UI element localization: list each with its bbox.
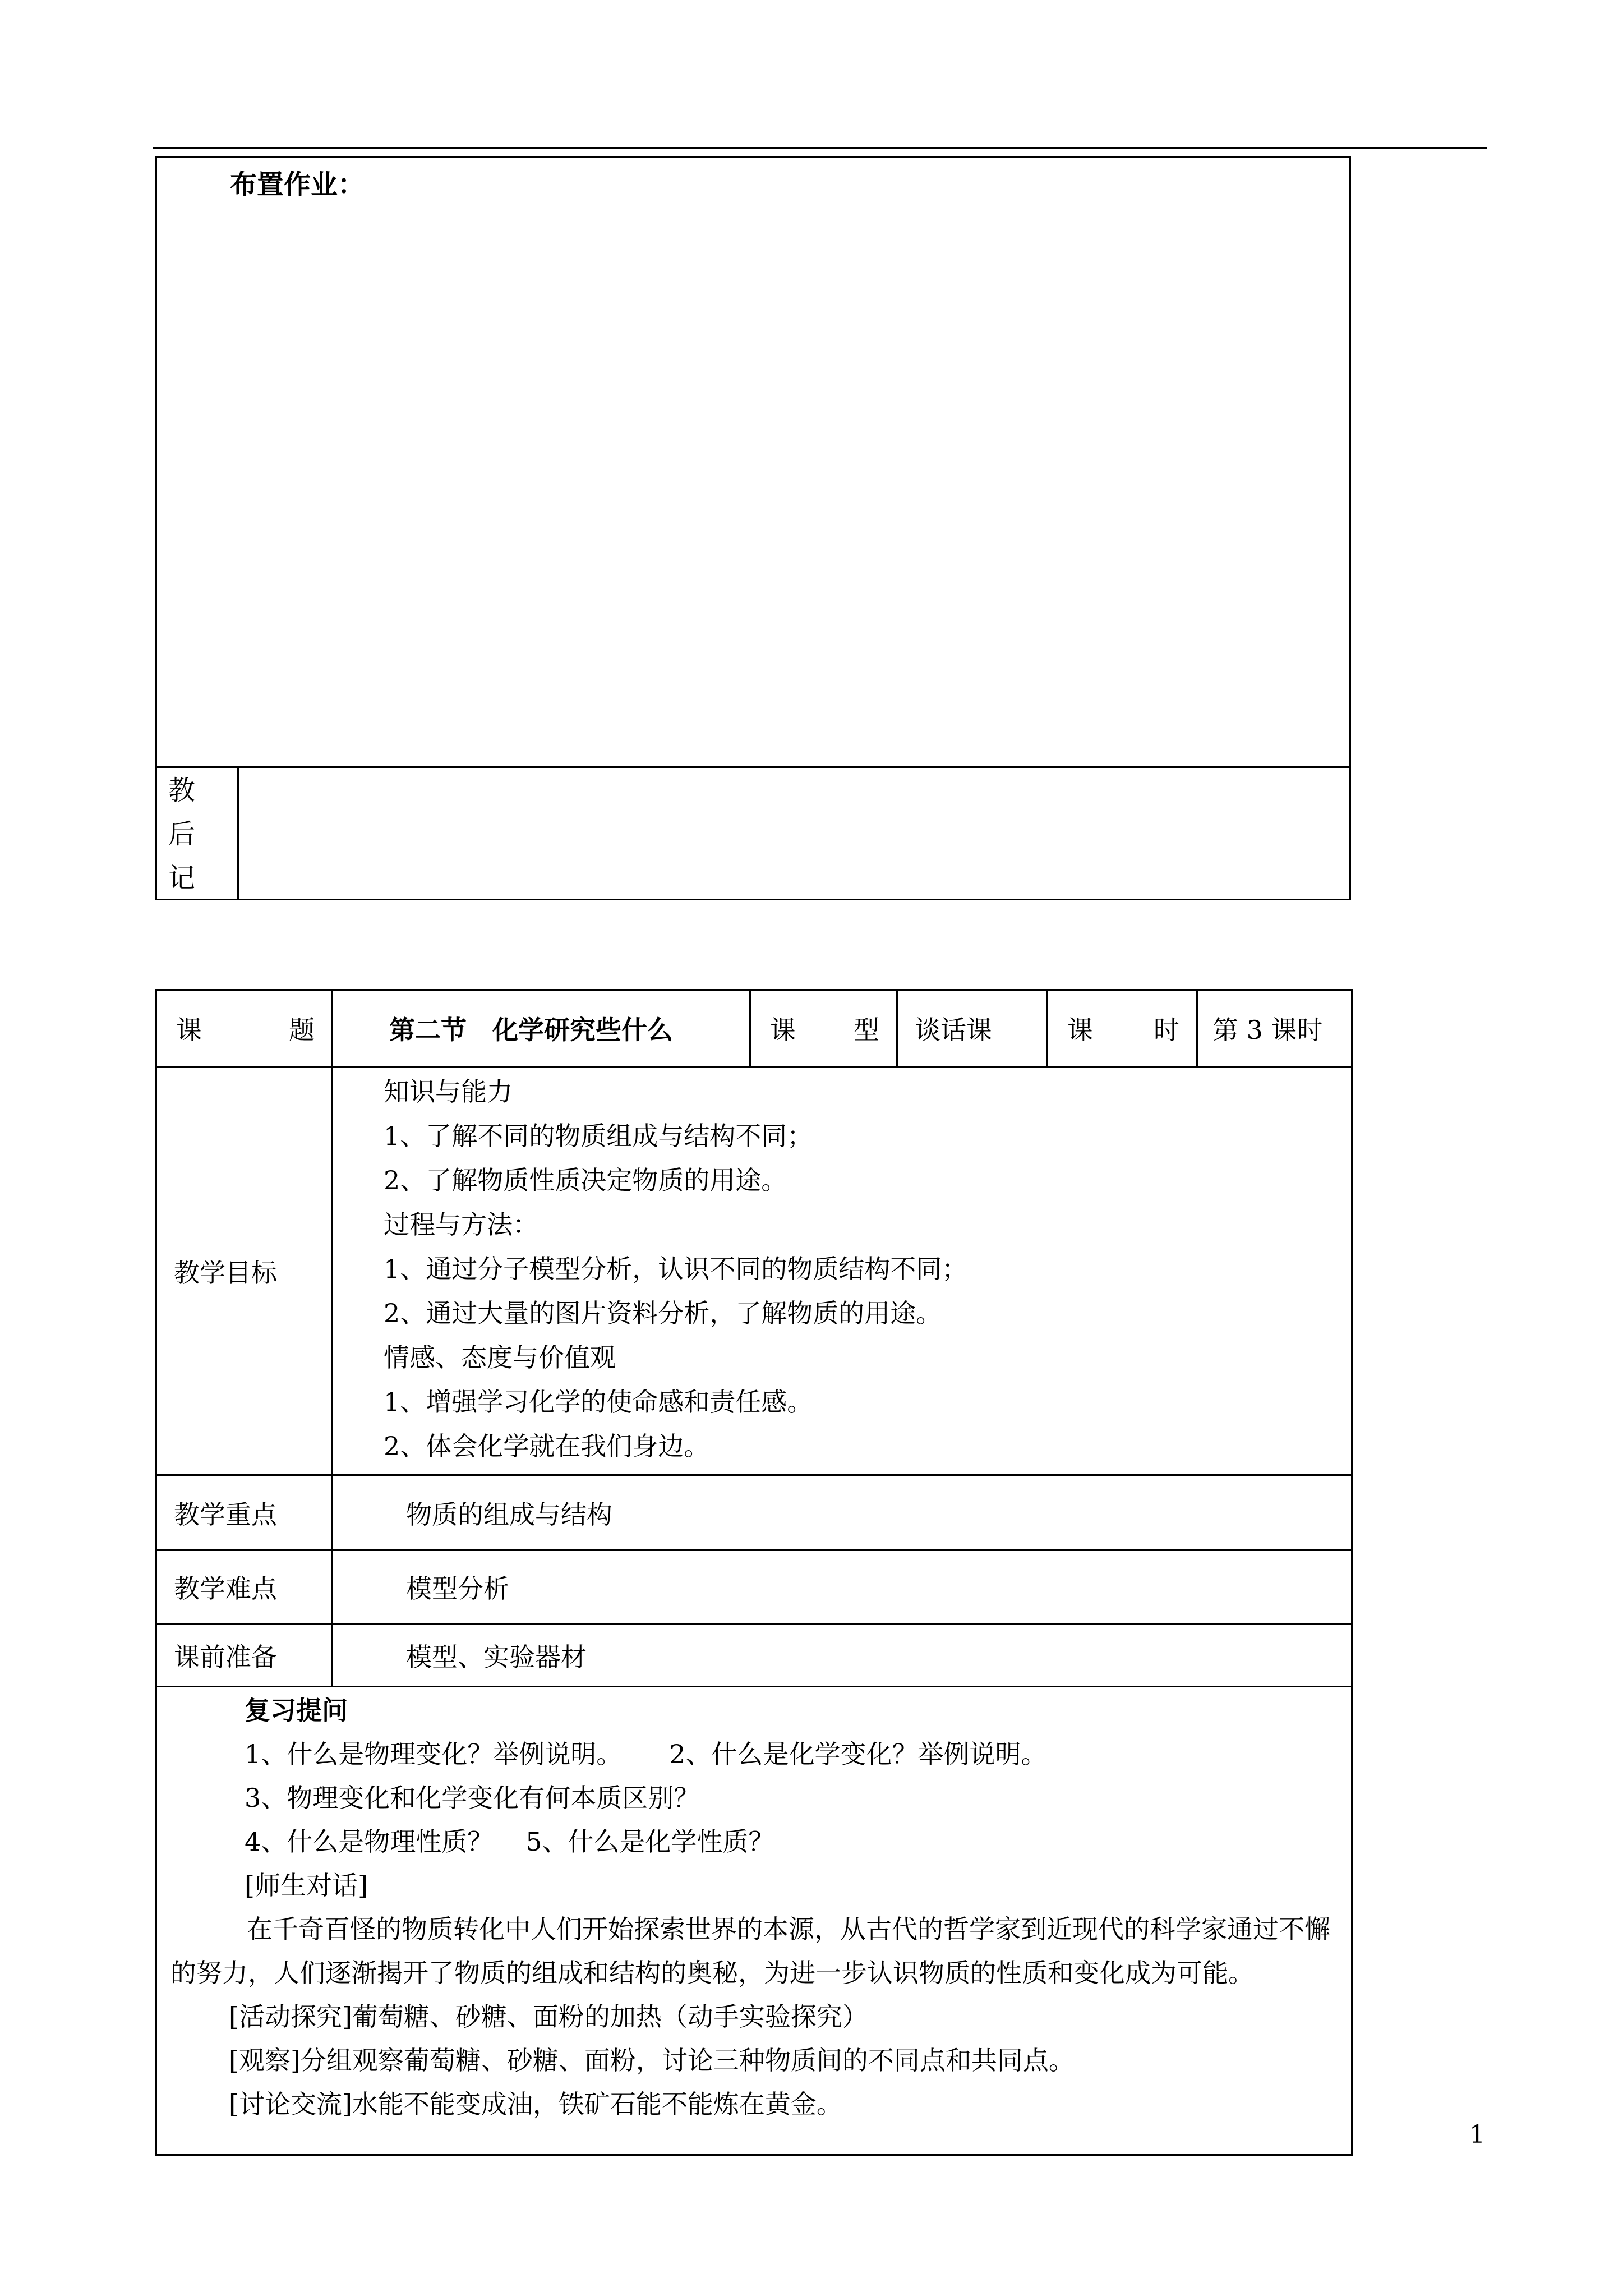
type-label: 课 型 <box>750 990 897 1067</box>
difficulty-value: 模型分析 <box>333 1550 1352 1624</box>
review-question: 1、什么是物理变化？举例说明。 <box>245 1739 623 1769</box>
review-question: 5、什么是化学性质？ <box>525 1826 774 1857</box>
after-class-divider <box>237 768 239 900</box>
header-row <box>156 990 1352 1067</box>
key-point-label: 教学重点 <box>156 1475 333 1550</box>
objective-line: 1、通过分子模型分析，认识不同的物质结构不同； <box>384 1254 968 1284</box>
objective-line: 2、了解物质性质决定物质的用途。 <box>384 1165 787 1195</box>
key-point-value: 物质的组成与结构 <box>333 1475 1352 1550</box>
period-value: 第 3 课时 <box>1197 990 1352 1067</box>
objectives-list <box>333 1067 1352 1475</box>
prep-value: 模型、实验器材 <box>333 1624 1352 1687</box>
process-row <box>156 1687 1352 2155</box>
after-class-label-char: 后 <box>168 818 196 850</box>
header-rule <box>153 147 1487 149</box>
review-question: 3、物理变化和化学变化有何本质区别？ <box>245 1783 700 1813</box>
type-value: 谈话课 <box>897 990 1048 1067</box>
after-class-label <box>168 769 208 900</box>
period-label: 课 时 <box>1048 990 1197 1067</box>
review-title: 复习提问 <box>245 1695 348 1726</box>
after-class-label-char: 教 <box>168 775 196 806</box>
review-question: 4、什么是物理性质？ <box>245 1826 494 1857</box>
teaching-process <box>156 1687 1352 2155</box>
difficulty-label: 教学难点 <box>156 1550 333 1624</box>
lesson-plan-table <box>155 989 1353 2156</box>
topic-label: 课 题 <box>156 990 333 1067</box>
objective-line: 1、了解不同的物质组成与结构不同； <box>384 1121 813 1151</box>
review-questions-line <box>170 1732 1338 1776</box>
topic-value: 第二节 化学研究些什么 <box>333 990 750 1067</box>
review-question: 2、什么是化学变化？举例说明。 <box>669 1739 1047 1769</box>
after-class-notes-box <box>155 768 1351 900</box>
after-class-label-char: 记 <box>168 862 196 894</box>
objective-line: 情感、态度与价值观 <box>384 1342 616 1373</box>
activity-line: [活动探究]葡萄糖、砂糖、面粉的加热（动手实验探究） <box>229 2001 868 2032</box>
objective-line: 知识与能力 <box>384 1076 513 1107</box>
intro-paragraph: 在千奇百怪的物质转化中人们开始探索世界的本源，从古代的哲学家到近现代的科学家通过不懈的努力，人们逐渐揭开了物质的组成和结构的奥秘，为进一步认识物质的性质和变化成为可能。 <box>170 1914 1330 1988</box>
objective-line: 2、通过大量的图片资料分析，了解物质的用途。 <box>384 1298 942 1328</box>
observe-line: [观察]分组观察葡萄糖、砂糖、面粉，讨论三种物质间的不同点和共同点。 <box>229 2045 1075 2076</box>
homework-box <box>155 156 1351 768</box>
objectives-label: 教学目标 <box>156 1067 333 1475</box>
discuss-line: [讨论交流]水能不能变成油，铁矿石能不能炼在黄金。 <box>229 2089 842 2119</box>
objective-line: 1、增强学习化学的使命感和责任感。 <box>384 1387 813 1417</box>
prep-label: 课前准备 <box>156 1624 333 1687</box>
dialog-heading: [师生对话] <box>245 1870 368 1901</box>
objective-line: 2、体会化学就在我们身边。 <box>384 1431 710 1461</box>
objective-line: 过程与方法： <box>384 1209 538 1240</box>
homework-title: 布置作业： <box>230 169 365 200</box>
review-questions-line <box>170 1820 1338 1864</box>
page-number: 1 <box>1469 2120 1485 2149</box>
difficulty-row <box>156 1550 1352 1624</box>
objectives-row <box>156 1067 1352 1475</box>
prep-row <box>156 1624 1352 1687</box>
key-point-row <box>156 1475 1352 1550</box>
